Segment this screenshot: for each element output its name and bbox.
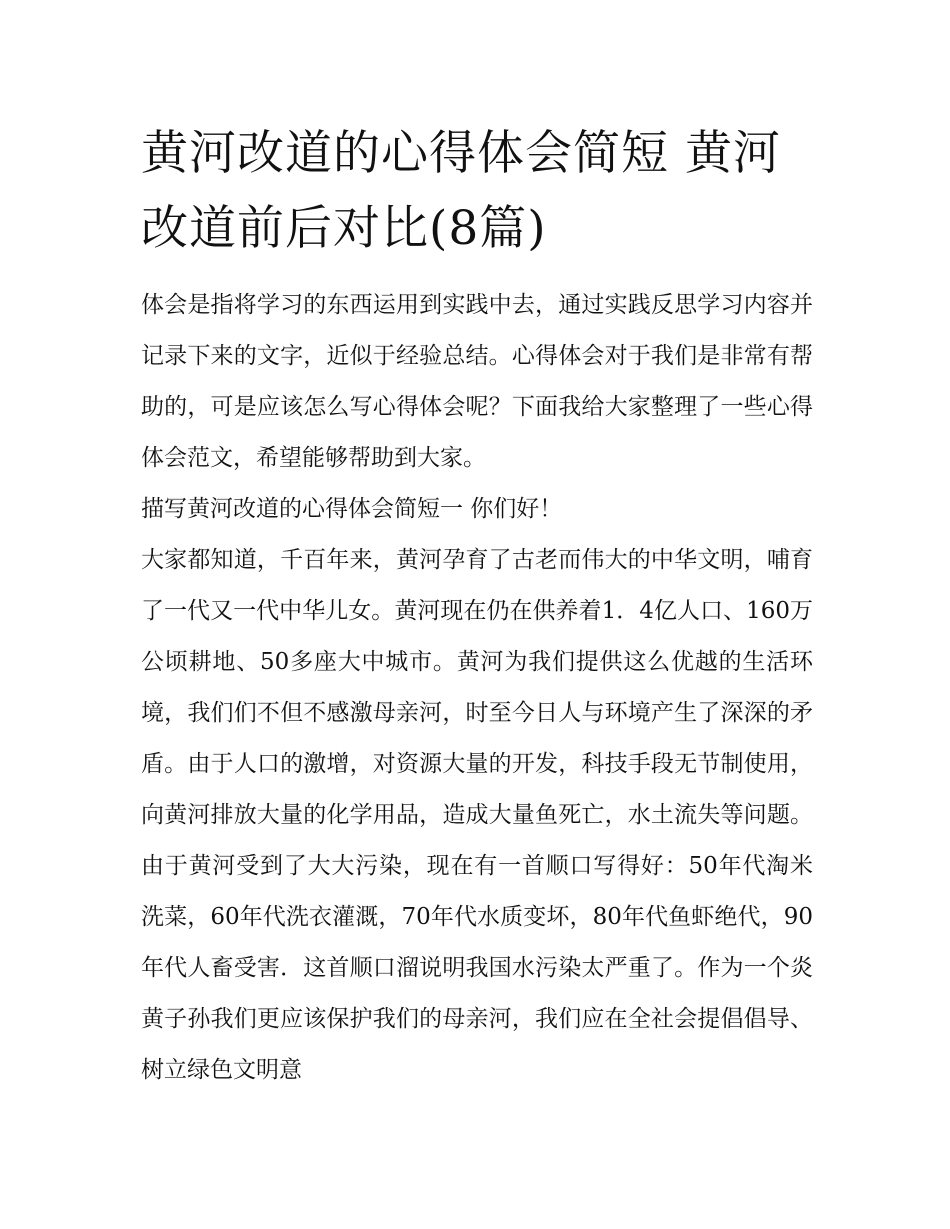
paragraph-main: 大家都知道，千百年来，黄河孕育了古老而伟大的中华文明，哺育了一代又一代中华儿女。黄河现在仍在供养着1．4亿人口、160万公顷耕地、50多座大中城市。黄河为我们提供这么优越的生活环境，我们们不但不感激母亲河，时至今日人与环境产生了深深的矛盾。由于人口的激增，对资源大量的开发，科技手段无节制使用，向黄河排放大量的化学用品，造成大量鱼死亡，水土流失等问题。由于黄河受到了大大污染，现在有一首顺口写得好：50年代淘米洗菜，60年代洗衣灌溉，70年代水质变坏，80年代鱼虾绝代，90年代人畜受害．这首顺口溜说明我国水污染太严重了。作为一个炎黄子孙我们更应该保护我们的母亲河，我们应在全社会提倡倡导、树立绿色文明意	[141, 547, 813, 1083]
paragraph-section-heading: 描写黄河改道的心得体会简短一 你们好！	[141, 496, 563, 522]
document-title: 黄河改道的心得体会简短 黄河改道前后对比(8篇)	[141, 126, 781, 256]
document-page	[141, 116, 813, 1096]
document-body	[141, 280, 813, 1096]
paragraph-intro: 体会是指将学习的东西运用到实践中去，通过实践反思学习内容并记录下来的文字，近似于经验总结。心得体会对于我们是非常有帮助的，可是应该怎么写心得体会呢？下面我给大家整理了一些心得体会范文，希望能够帮助到大家。	[141, 292, 813, 471]
